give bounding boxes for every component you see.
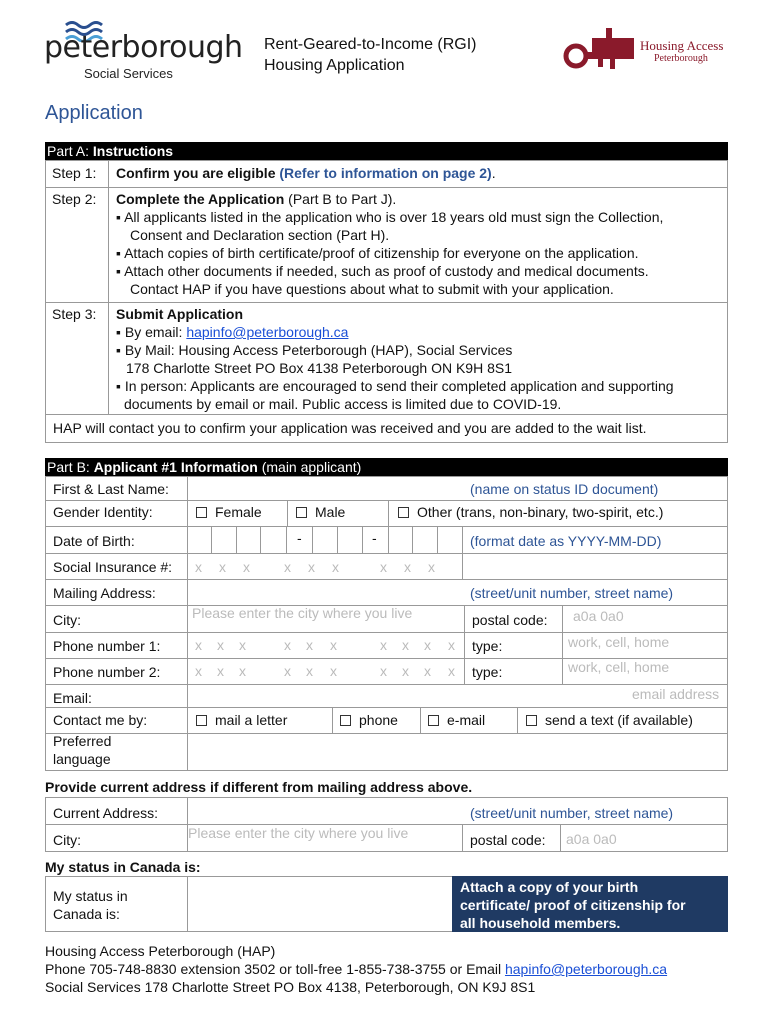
current-city-input[interactable]: Please enter the city where you live [188,825,409,841]
step2-bullet-3-cont: Contact HAP if you have questions about what to submit with your application. [130,281,614,297]
postal-code-label: postal code: [472,612,548,628]
step3-title: Submit Application [116,306,244,322]
male-checkbox[interactable] [296,507,307,518]
text-checkbox[interactable] [526,715,537,726]
email-input[interactable]: email address [632,686,720,702]
city-label: City: [53,612,81,628]
step3-person-cont: documents by email or mail. Public access is limited due to COVID-19. [124,396,562,412]
contact-text-option[interactable]: send a text (if available) [526,712,693,728]
attach-note: Attach a copy of your birth certificate/ proof of citizenship for all household members. [452,876,728,932]
gender-label: Gender Identity: [53,504,153,520]
dob-label: Date of Birth: [53,533,135,549]
title-line-1: Rent-Geared-to-Income (RGI) [264,36,477,53]
postal-code-input[interactable]: a0a 0a0 [573,608,624,624]
dob-dash-1: - [297,530,302,546]
hap-logo-line-2: Peterborough [654,53,708,64]
mailing-address-label: Mailing Address: [53,585,156,601]
language-input[interactable] [188,734,727,770]
phone1-type-input[interactable]: work, cell, home [568,634,670,650]
mailing-address-hint: (street/unit number, street name) [470,585,674,601]
female-checkbox[interactable] [196,507,207,518]
contact-phone-option[interactable]: phone [340,712,398,728]
step1-end: . [491,165,496,181]
page-title [264,34,477,76]
sin-input[interactable] [188,554,462,578]
step2-title: Complete the Application [116,191,285,207]
dob-dash-2: - [372,530,377,546]
name-label: First & Last Name: [53,481,169,497]
contact-label: Contact me by: [53,712,148,728]
footer-line-1: Housing Access Peterborough (HAP) [45,943,276,959]
phone1-type-label: type: [472,638,503,654]
status-label-1: My status in [53,888,128,904]
title-line-2: Housing Application [264,57,405,74]
step2-bullet-1: ▪ All applicants listed in the application who is over 18 years old must sign the Collection, [116,209,664,225]
email-label: Email: [53,690,92,706]
part-b-bar: Part B: Applicant #1 Information (main applicant) [45,458,728,476]
current-address-input[interactable] [188,798,464,823]
step3-email-link[interactable]: hapinfo@peterborough.ca [186,324,349,340]
current-address-hint: (street/unit number, street name) [470,805,674,821]
phone1-label: Phone number 1: [53,638,161,654]
step3-email-line: ▪ By email: hapinfo@peterborough.ca [116,324,349,340]
part-b-title: Applicant #1 Information [93,459,258,475]
phone2-input[interactable] [188,659,464,683]
name-hint: (name on status ID document) [470,481,659,497]
sin-label: Social Insurance #: [53,559,173,575]
city-input[interactable]: Please enter the city where you live [192,605,413,621]
mailing-address-input[interactable] [188,580,464,604]
logo-subtitle: Social Services [84,66,173,81]
contact-letter-option[interactable]: mail a letter [196,712,287,728]
gender-other-option[interactable]: Other (trans, non-binary, two-spirit, etc.) [398,504,663,520]
footer-line-3: Social Services 178 Charlotte Street PO Box 4138, Peterborough, ON K9J 8S1 [45,979,536,995]
step2-label: Step 2: [52,191,97,207]
current-address-heading: Provide current address if different from mailing address above. [45,779,473,795]
logo-name: peterborough [44,30,243,65]
step2-heading [116,191,396,207]
step2-bullet-1-cont: Consent and Declaration section (Part H). [130,227,390,243]
phone1-input[interactable] [188,633,464,657]
language-label-1: Preferred [53,733,112,749]
dob-hint: (format date as YYYY-MM-DD) [470,533,662,549]
part-a-bar [45,142,728,160]
current-city-label: City: [53,832,81,848]
step3-person-line: ▪ In person: Applicants are encouraged to send their completed application and supporting [116,378,674,394]
step3-mail-line: ▪ By Mail: Housing Access Peterborough (HAP), Social Services [116,342,513,358]
language-label-2: language [53,751,111,767]
status-heading: My status in Canada is: [45,859,201,875]
other-checkbox[interactable] [398,507,409,518]
part-a-notice: HAP will contact you to confirm your application was received and you are added to the wait list. [53,420,647,436]
footer-email-link[interactable]: hapinfo@peterborough.ca [504,961,668,977]
step1-text [116,165,496,181]
dob-input[interactable] [188,527,462,552]
step3-mail-address: 178 Charlotte Street PO Box 4138 Peterborough ON K9H 8S1 [126,360,513,376]
part-a-title: Instructions [92,143,174,159]
gender-female-option[interactable]: Female [196,504,262,520]
phone2-type-input[interactable]: work, cell, home [568,659,670,675]
phone-checkbox[interactable] [340,715,351,726]
current-postal-label: postal code: [470,832,546,848]
contact-email-option[interactable]: e-mail [428,712,485,728]
footer-line-2: Phone 705-748-8830 extension 3502 or toll-free 1-855-738-3755 or Email hapinfo@peterborough.ca [45,961,668,977]
current-postal-input[interactable]: a0a 0a0 [566,831,617,847]
name-input[interactable] [188,477,464,499]
application-heading: Application [45,102,143,124]
hap-logo-line-1: Housing Access [640,38,724,53]
step1-label: Step 1: [52,165,97,181]
gender-male-option[interactable]: Male [296,504,345,520]
status-input[interactable] [188,877,451,931]
mail-letter-checkbox[interactable] [196,715,207,726]
current-address-label: Current Address: [53,805,159,821]
phone2-type-label: type: [472,664,503,680]
phone2-label: Phone number 2: [53,664,161,680]
status-label-2: Canada is: [53,906,120,922]
step1-title: Confirm you are eligible [116,165,276,181]
step3-label: Step 3: [52,306,97,322]
step2-sub: (Part B to Part J). [288,191,397,207]
email-checkbox[interactable] [428,715,439,726]
step2-bullet-3: ▪ Attach other documents if needed, such as proof of custody and medical documents. [116,263,649,279]
part-a-prefix: Part A: [47,143,93,159]
step2-bullet-2: ▪ Attach copies of birth certificate/proof of citizenship for everyone on the application. [116,245,639,261]
step1-reference: (Refer to information on page 2) [279,165,492,181]
